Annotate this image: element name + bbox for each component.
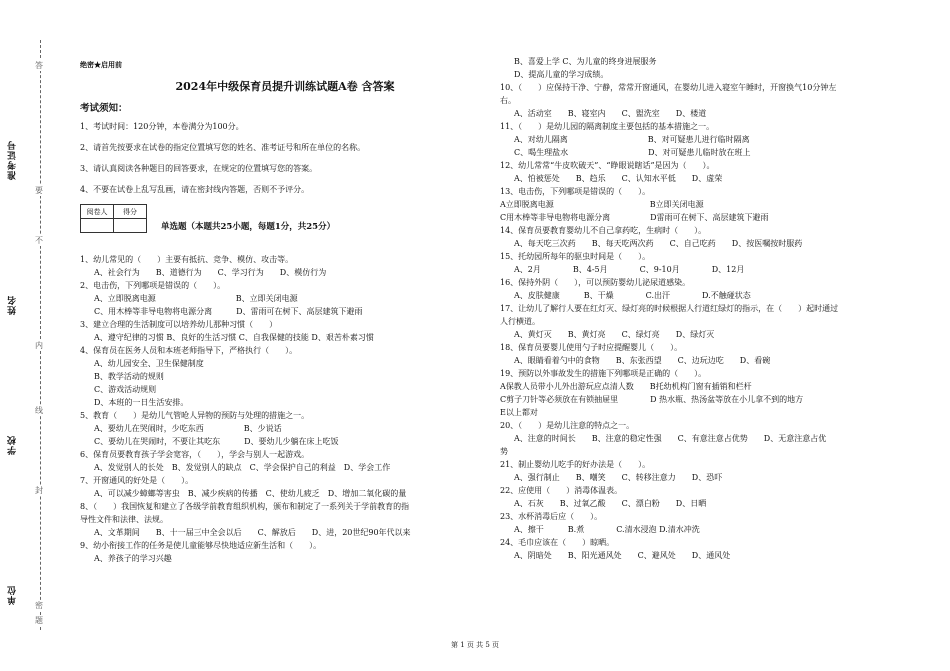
question-line: A、对幼儿隔离 B、对可疑患儿进行临时隔离 [514,135,750,144]
question-line: 9、幼小衔接工作的任务是使儿童能够尽快地适应新生活和（ ）。 [80,541,322,550]
question-line: 24、毛巾应该在（ ）晾晒。 [500,538,615,547]
score-table [80,204,147,233]
field-unit: 单位 [8,585,18,605]
question-line: B、教学活动的规则 [94,372,164,381]
question-line: A、眼睛看着勺中的食物 B、东张西望 C、边玩边吃 D、看碗 [514,356,771,365]
question-line: C用木棒等非导电物将电源分离 D雷雨可在树下、高层建筑下避雨 [500,213,769,222]
question-line: D、提高儿童的学习成绩。 [514,70,609,79]
seal-mark: 不 [35,236,43,245]
notice-item: 2、请首先按要求在试卷的指定位置填写您的姓名、准考证号和所在单位的名称。 [80,143,366,152]
seal-mark: 内 [35,341,43,350]
question-line: 3、建立合理的生活制度可以培养幼儿那种习惯（ ） [80,320,278,329]
question-line: 16、保持外阴（ ），可以预防婴幼儿泌尿道感染。 [500,278,691,287]
question-line: 6、保育员要教育孩子学会宽容，（ ），学会与别人一起游戏。 [80,450,310,459]
score-cell [114,219,147,233]
secret-label: 绝密★启用前 [80,60,122,69]
question-line: A立即脱离电源 B立即关闭电源 [500,200,704,209]
left-column [80,60,490,565]
question-line: A、2月 B、4-5月 C、9-10月 D、12月 [514,265,745,274]
question-line: 5、教育（ ）是幼儿气管呛人异物的预防与处理的措施之一。 [80,411,310,420]
question-line: 1、幼儿常见的（ ）主要有抵抗、竞争、模仿、攻击等。 [80,255,294,264]
question-line: 8、（ ）我国恢复和建立了各级学前教育组织机构，颁布和制定了一系列关于学前教育的指 [80,502,410,511]
question-line: A、立即脱离电源 B、立即关闭电源 [94,294,298,303]
question-line: A、可以减少蟑螂等害虫 B、减少疾病的传播 C、使幼儿疲乏 D、增加二氧化碳的量 [94,489,407,498]
question-line: 2、电击伤，下列哪项是错误的（ ）。 [80,281,226,290]
question-line: 7、开窗通风的好处是（ ）。 [80,476,194,485]
question-line: C、游戏活动规则 [94,385,157,394]
page-footer: 第 1 页 共 5 页 [450,641,500,649]
seal-mark: 密 [35,601,43,610]
question-line: A、养孩子的学习兴趣 [94,554,172,563]
seal-mark: 线 [35,406,43,415]
question-line: 15、托幼园所每年的驱虫时间是（ ）。 [500,252,651,261]
binding-margin [0,0,62,671]
question-line: A、每天吃三次药 B、每天吃两次药 C、自己吃药 D、按医嘱按时服药 [514,239,803,248]
question-line: D、本班的一日生活安排。 [94,398,189,407]
field-school: 学校 [8,435,18,455]
section-heading: 单选题（本题共25小题，每题1分，共25分） [161,222,336,232]
seal-line [40,40,41,630]
notice-item: 1、考试时间：120分钟，本卷满分为100分。 [80,122,244,131]
question-line: 14、保育员要教育婴幼儿不自己拿药吃，生病时（ ）。 [500,226,707,235]
question-line: 17、让幼儿了解行人要在红灯灭、绿灯亮的时候根据人行道红绿灯的指示，在（ ）起时通过 [500,304,839,313]
question-line: C、喝生理盐水 D、对可疑患儿临时放在班上 [514,148,751,157]
seal-mark: 要 [35,186,43,195]
question-line: 10、（ ）应保持干净、宁静，常常开窗通风，在婴幼儿进入寝室午睡时，开窗换气10分钟左 [500,83,837,92]
question-line: 右。 [500,96,516,105]
field-exam-number: 准考证号 [8,140,18,180]
question-line: C、要幼儿在哭闹时，不要让其吃东 D、要幼儿少躺在床上吃饭 [94,437,339,446]
question-line: A、发觉别人的长处 B、发觉别人的缺点 C、学会保护自己的利益 D、学会工作 [94,463,391,472]
question-list-left [80,253,490,565]
seal-mark: 题 [35,616,43,625]
seal-mark: 答 [35,61,43,70]
question-line: 13、电击伤，下列哪项是错误的（ ）。 [500,187,651,196]
question-line: 导性文件和法律、法规。 [80,515,168,524]
question-line: A、强行制止 B、嘲笑 C、转移注意力 D、恐吓 [514,473,723,482]
question-line: 20、（ ）是幼儿注意的特点之一。 [500,421,635,430]
question-line: C剪子刀针等必须放在有锁抽屉里 D 热水瓶、热汤盆等放在小儿拿不到的地方 [500,395,804,404]
question-line: A、文革期间 B、十一届三中全会以后 C、解放后 D、进，20世纪90年代以来 [94,528,411,537]
question-line: A、皮肤健康 B、干燥 C.出汗 D.不触碰状态 [514,291,751,300]
question-line: A、幼儿园安全、卫生保健制度 [94,359,204,368]
notice-item: 3、请认真阅读各种题目的回答要求，在规定的位置填写您的答案。 [80,164,318,173]
question-line: 11、（ ）是幼儿园的隔离制度主要包括的基本措施之一。 [500,122,715,131]
question-line: C、用木棒等非导电物将电源分离 D、雷雨可在树下、高层建筑下避雨 [94,307,363,316]
question-line: B、喜爱上学 C、为儿童的终身进展服务 [514,57,657,66]
question-line: 4、保育员在医务人员和本班老师指导下，严格执行（ ）。 [80,346,298,355]
question-line: A保教人员带小儿外出游玩应点清人数 B托幼机构门窗有插销和栏杆 [500,382,752,391]
question-line: A、注意的时间长 B、注意的稳定性强 C、有意注意占优势 D、无意注意占优 [514,434,827,443]
field-name: 姓名 [8,295,18,315]
question-line: A、黄灯灭 B、黄灯亮 C、绿灯亮 D、绿灯灭 [514,330,715,339]
question-line: A、石灰 B、过氧乙酸 C、漂白粉 D、日晒 [514,499,707,508]
question-line: 21、制止婴幼儿吃手的好办法是（ ）。 [500,460,651,469]
question-line: A、怕被惩处 B、趋乐 C、认知水平低 D、虚荣 [514,174,723,183]
exam-title: 2024年中级保育员提升训练试题A卷 含答案 [175,80,395,93]
question-line: A、社会行为 B、道德行为 C、学习行为 D、模仿行为 [94,268,327,277]
question-line: 22、应使用（ ）消毒体温表。 [500,486,623,495]
score-label: 得分 [114,205,147,219]
question-line: 23、水杯消毒后应（ ）。 [500,512,603,521]
question-line: 12、幼儿常常“牛皮吹破天”、“睁眼说瞎话”是因为（ ）。 [500,161,715,170]
seal-mark: 封 [35,486,43,495]
notice-heading: 考试须知： [80,103,128,114]
question-line: 势 [500,447,508,456]
grader-cell [81,219,114,233]
question-line: 人行横道。 [500,317,540,326]
question-line: A、擦干 B.煮 C.清水浸泡 D.清水冲洗 [514,525,700,534]
question-line: A、活动室 B、寝室内 C、盥洗室 D、楼道 [514,109,707,118]
right-column [500,55,920,562]
question-line: A、阴暗处 B、阳光通风处 C、避风处 D、通风处 [514,551,731,560]
question-line: A、遵守纪律的习惯 B、良好的生活习惯 C、自我保健的技能 D、艰苦朴素习惯 [94,333,374,342]
notice-item: 4、不要在试卷上乱写乱画，请在密封线内答题，否则不予评分。 [80,185,310,194]
question-line: 18、保育员要婴儿使用勺子时应提醒婴儿（ ）。 [500,343,683,352]
question-line: 19、预防以外事故发生的措施下列哪项是正确的（ ）。 [500,369,707,378]
score-area [80,204,490,233]
question-line: E以上都对 [500,408,538,417]
grader-label: 阅卷人 [81,205,114,219]
question-list-right [500,55,920,562]
question-line: A、要幼儿在哭闹时，少吃东西 B、少说话 [94,424,282,433]
